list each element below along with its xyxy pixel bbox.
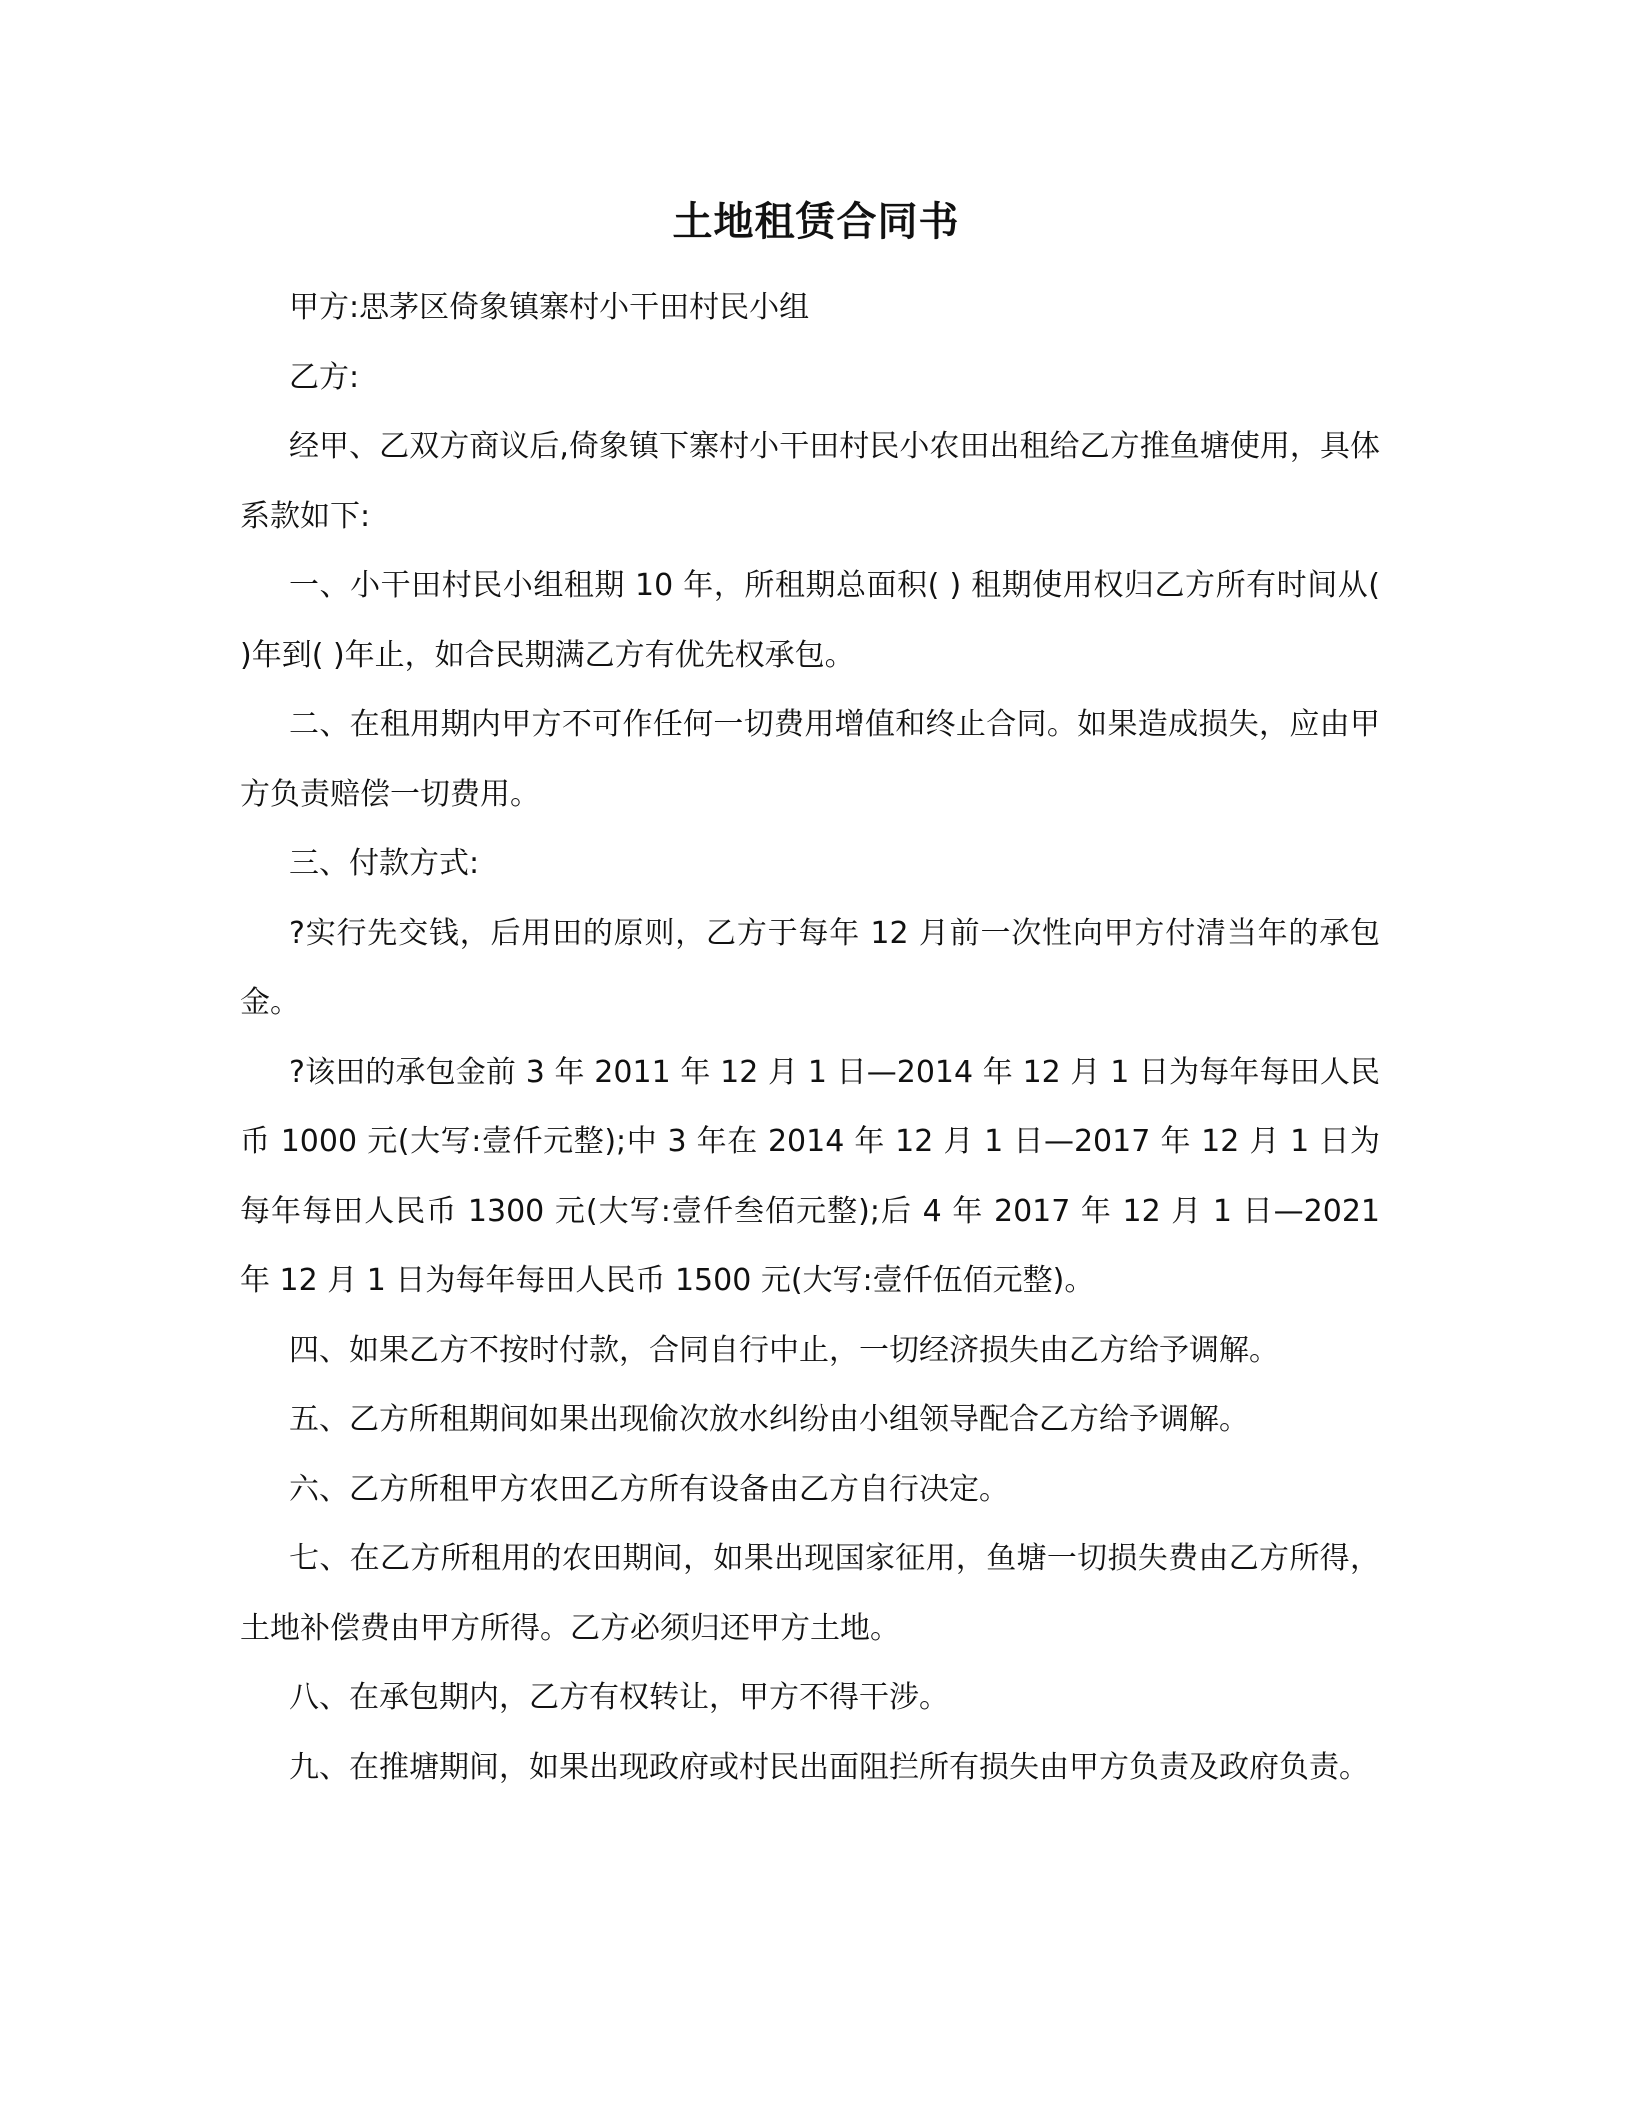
document-body [240,273,1380,1802]
clause-1: 一、小干田村民小组租期 10 年，所租期总面积( ) 租期使用权归乙方所有时间从( )年到( )年止，如合民期满乙方有优先权承包。 [240,568,1380,673]
clause-3-heading: 三、付款方式: [289,846,480,881]
clause-7: 七、在乙方所租用的农田期间，如果出现国家征用，鱼塘一切损失费由乙方所得，土地补偿费由甲方所得。乙方必须归还甲方土地。 [240,1541,1380,1646]
payment-rule-2: ?该田的承包金前 3 年 2011 年 12 月 1 日—2014 年 12 月 1 日为每年每田人民币 1000 元(大写:壹仟元整);中 3 年在 2014 年 12 月 1 日—2017 年 12 月 1 日为每年每田人民币 1300 元(大写:壹仟叁佰元整);后 4 年 2017 年 12 月 1 日—2021 年 12 月 1 日为每年每田人民币 1500 元(大写:壹仟伍佰元整)。 [240,1054,1380,1298]
preamble-paragraph: 经甲、乙双方商议后,倚象镇下寨村小干田村民小农田出租给乙方推鱼塘使用，具体系款如下: [240,429,1380,534]
clause-4: 四、如果乙方不按时付款，合同自行中止，一切经济损失由乙方给予调解。 [289,1332,1279,1368]
party-b-line: 乙方: [289,359,360,395]
clause-9: 九、在推塘期间，如果出现政府或村民出面阻拦所有损失由甲方负责及政府负责。 [289,1749,1369,1785]
clause-6: 六、乙方所租甲方农田乙方所有设备由乙方自行决定。 [289,1471,1009,1507]
payment-rule-1: ?实行先交钱，后用田的原则，乙方于每年 12 月前一次性向甲方付清当年的承包金。 [240,915,1380,1020]
party-a-line: 甲方:思茅区倚象镇寨村小干田村民小组 [289,290,810,325]
document-title: 土地租赁合同书 [672,199,960,245]
clause-5: 五、乙方所租期间如果出现偷次放水纠纷由小组领导配合乙方给予调解。 [289,1402,1249,1437]
clause-8: 八、在承包期内，乙方有权转让，甲方不得干涉。 [289,1680,949,1715]
clause-2: 二、在租用期内甲方不可作任何一切费用增值和终止合同。如果造成损失，应由甲方负责赔偿一切费用。 [240,707,1380,812]
